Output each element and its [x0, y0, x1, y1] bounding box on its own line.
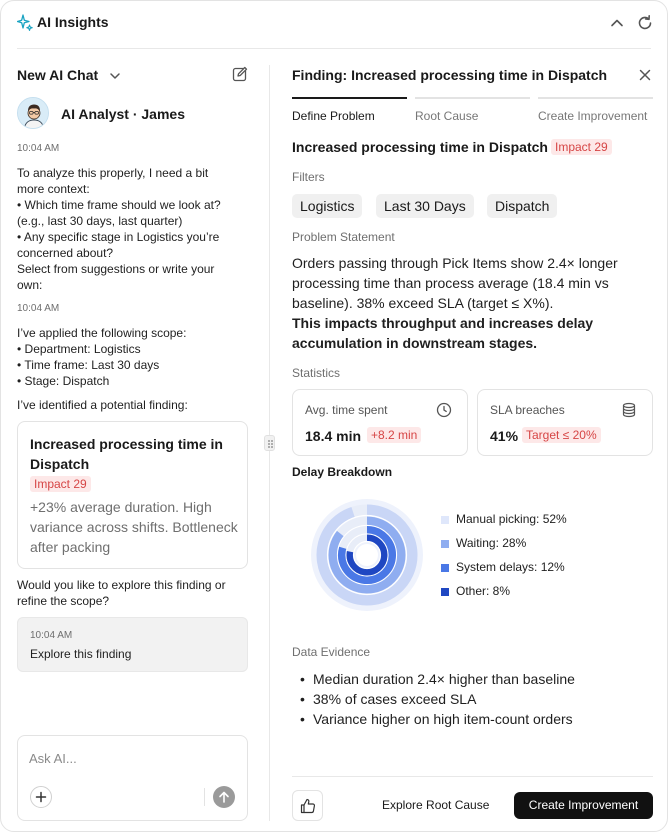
legend-label: Waiting: 28% [456, 536, 527, 550]
statistics-label: Statistics [292, 366, 341, 380]
resize-handle[interactable] [264, 435, 275, 451]
assistant-message [17, 325, 253, 389]
message-line: concerned about? [17, 246, 114, 260]
finding-card-body: +23% average duration. High variance across shifts. Bottleneck after packing [30, 499, 238, 555]
add-attachment-button[interactable] [30, 786, 52, 808]
create-improvement-button[interactable]: Create Improvement [514, 792, 653, 819]
problem-line: processing time than process average (18.4 min vs [292, 275, 609, 291]
tab-indicator [415, 97, 530, 99]
clock-icon [436, 402, 452, 418]
message-timestamp: 10:04 AM [30, 630, 73, 641]
sparkle-icon [17, 14, 33, 32]
legend-label: Other: 8% [456, 584, 511, 598]
delay-breakdown-chart [302, 490, 432, 620]
composer-divider [204, 788, 205, 806]
problem-line: Orders passing through Pick Items show 2.4× longer [292, 255, 618, 271]
legend-swatch [441, 588, 449, 596]
message-line: • Stage: Dispatch [17, 374, 110, 388]
finding-panel-title: Finding: Increased processing time in Dispatch [292, 67, 608, 83]
stat-value: 41% [490, 428, 519, 444]
chat-title[interactable]: New AI Chat [17, 67, 99, 83]
message-line: • Any specific stage in Logistics you’re [17, 230, 220, 244]
like-button[interactable] [292, 790, 323, 821]
message-line: Would you like to explore this finding or [17, 578, 226, 592]
send-button[interactable] [213, 786, 235, 808]
legend-swatch [441, 564, 449, 572]
message-line: I’ve identified a potential finding: [17, 398, 188, 412]
stat-label: Avg. time spent [305, 403, 388, 417]
tab-create-improvement[interactable]: Create Improvement [538, 109, 648, 123]
chat-panel [1, 49, 269, 832]
problem-line: baseline). 38% exceed SLA (target ≤ X%). [292, 295, 554, 311]
message-timestamp: 10:04 AM [17, 303, 60, 314]
evidence-list [300, 669, 575, 729]
filter-chip-dispatch[interactable]: Dispatch [487, 194, 557, 218]
message-line: • Time frame: Last 30 days [17, 358, 160, 372]
legend-label: System delays: 12% [456, 560, 565, 574]
chevron-down-icon[interactable] [108, 69, 122, 83]
chevron-up-icon[interactable] [607, 13, 627, 33]
message-line: more context: [17, 182, 90, 196]
stat-delta-badge: +8.2 min [367, 427, 421, 443]
problem-impact-line: accumulation in downstream stages. [292, 335, 538, 351]
impact-badge: Impact 29 [30, 476, 91, 492]
message-line: I’ve applied the following scope: [17, 326, 187, 340]
tab-root-cause[interactable]: Root Cause [415, 109, 479, 123]
user-message [17, 617, 248, 672]
evidence-item: • 38% of cases exceed SLA [300, 689, 575, 709]
evidence-item: • Variance higher on high item-count orders [300, 709, 575, 729]
app-title: AI Insights [37, 14, 109, 30]
legend-label: Manual picking: 52% [456, 512, 567, 526]
window-header [1, 1, 668, 47]
problem-statement-label: Problem Statement [292, 230, 395, 244]
analyst-name: AI Analyst · James [61, 106, 185, 122]
message-line: (e.g., last 30 days, last quarter) [17, 214, 183, 228]
assistant-message [17, 577, 253, 609]
filter-chip-time-frame[interactable]: Last 30 Days [376, 194, 474, 218]
data-evidence-label: Data Evidence [292, 645, 371, 659]
filters-label: Filters [292, 170, 325, 184]
finding-panel [292, 49, 653, 832]
message-line: To analyze this properly, I need a bit [17, 166, 209, 180]
evidence-item: • Median duration 2.4× higher than baseline [300, 669, 575, 689]
stat-value: 18.4 min [305, 428, 362, 444]
message-line: • Which time frame should we look at? [17, 198, 221, 212]
impact-badge: Impact 29 [551, 139, 612, 155]
new-chat-edit-icon[interactable] [232, 66, 248, 82]
arrow-up-icon [213, 786, 235, 808]
user-message-text: Explore this finding [30, 647, 132, 661]
chat-composer [17, 735, 248, 821]
stat-label: SLA breaches [490, 403, 565, 417]
problem-statement [292, 253, 653, 353]
message-timestamp: 10:04 AM [17, 143, 60, 154]
footer-divider [292, 776, 653, 777]
filter-chip-logistics[interactable]: Logistics [292, 194, 362, 218]
tab-indicator-active [292, 97, 407, 99]
thumbs-up-icon [300, 798, 316, 814]
tab-define-problem[interactable]: Define Problem [292, 109, 375, 123]
stat-card-sla-breaches [477, 389, 653, 456]
finding-card[interactable] [17, 421, 248, 569]
message-line: Select from suggestions or write your [17, 262, 215, 276]
explore-root-cause-button[interactable]: Explore Root Cause [382, 798, 490, 812]
finding-card-title: Increased processing time in Dispatch [30, 436, 223, 472]
avatar-illustration [18, 98, 49, 129]
chart-center [356, 544, 378, 566]
legend-swatch [441, 540, 449, 548]
plus-icon [31, 787, 51, 807]
assistant-message [17, 397, 253, 413]
assistant-message [17, 165, 253, 293]
legend-swatch [441, 516, 449, 524]
finding-heading: Increased processing time in Dispatch [292, 139, 548, 155]
stat-delta-badge: Target ≤ 20% [522, 427, 601, 443]
refresh-icon[interactable] [635, 13, 655, 33]
problem-impact-line: This impacts throughput and increases delay [292, 315, 594, 331]
tab-indicator [538, 97, 653, 99]
ask-ai-input[interactable] [29, 748, 229, 768]
close-icon[interactable] [638, 68, 652, 82]
database-icon [621, 402, 637, 418]
message-line: • Department: Logistics [17, 342, 141, 356]
message-line: own: [17, 278, 43, 292]
message-line: refine the scope? [17, 594, 110, 608]
analyst-avatar [17, 97, 49, 129]
stat-card-avg-time [292, 389, 468, 456]
delay-breakdown-title: Delay Breakdown [292, 465, 393, 479]
